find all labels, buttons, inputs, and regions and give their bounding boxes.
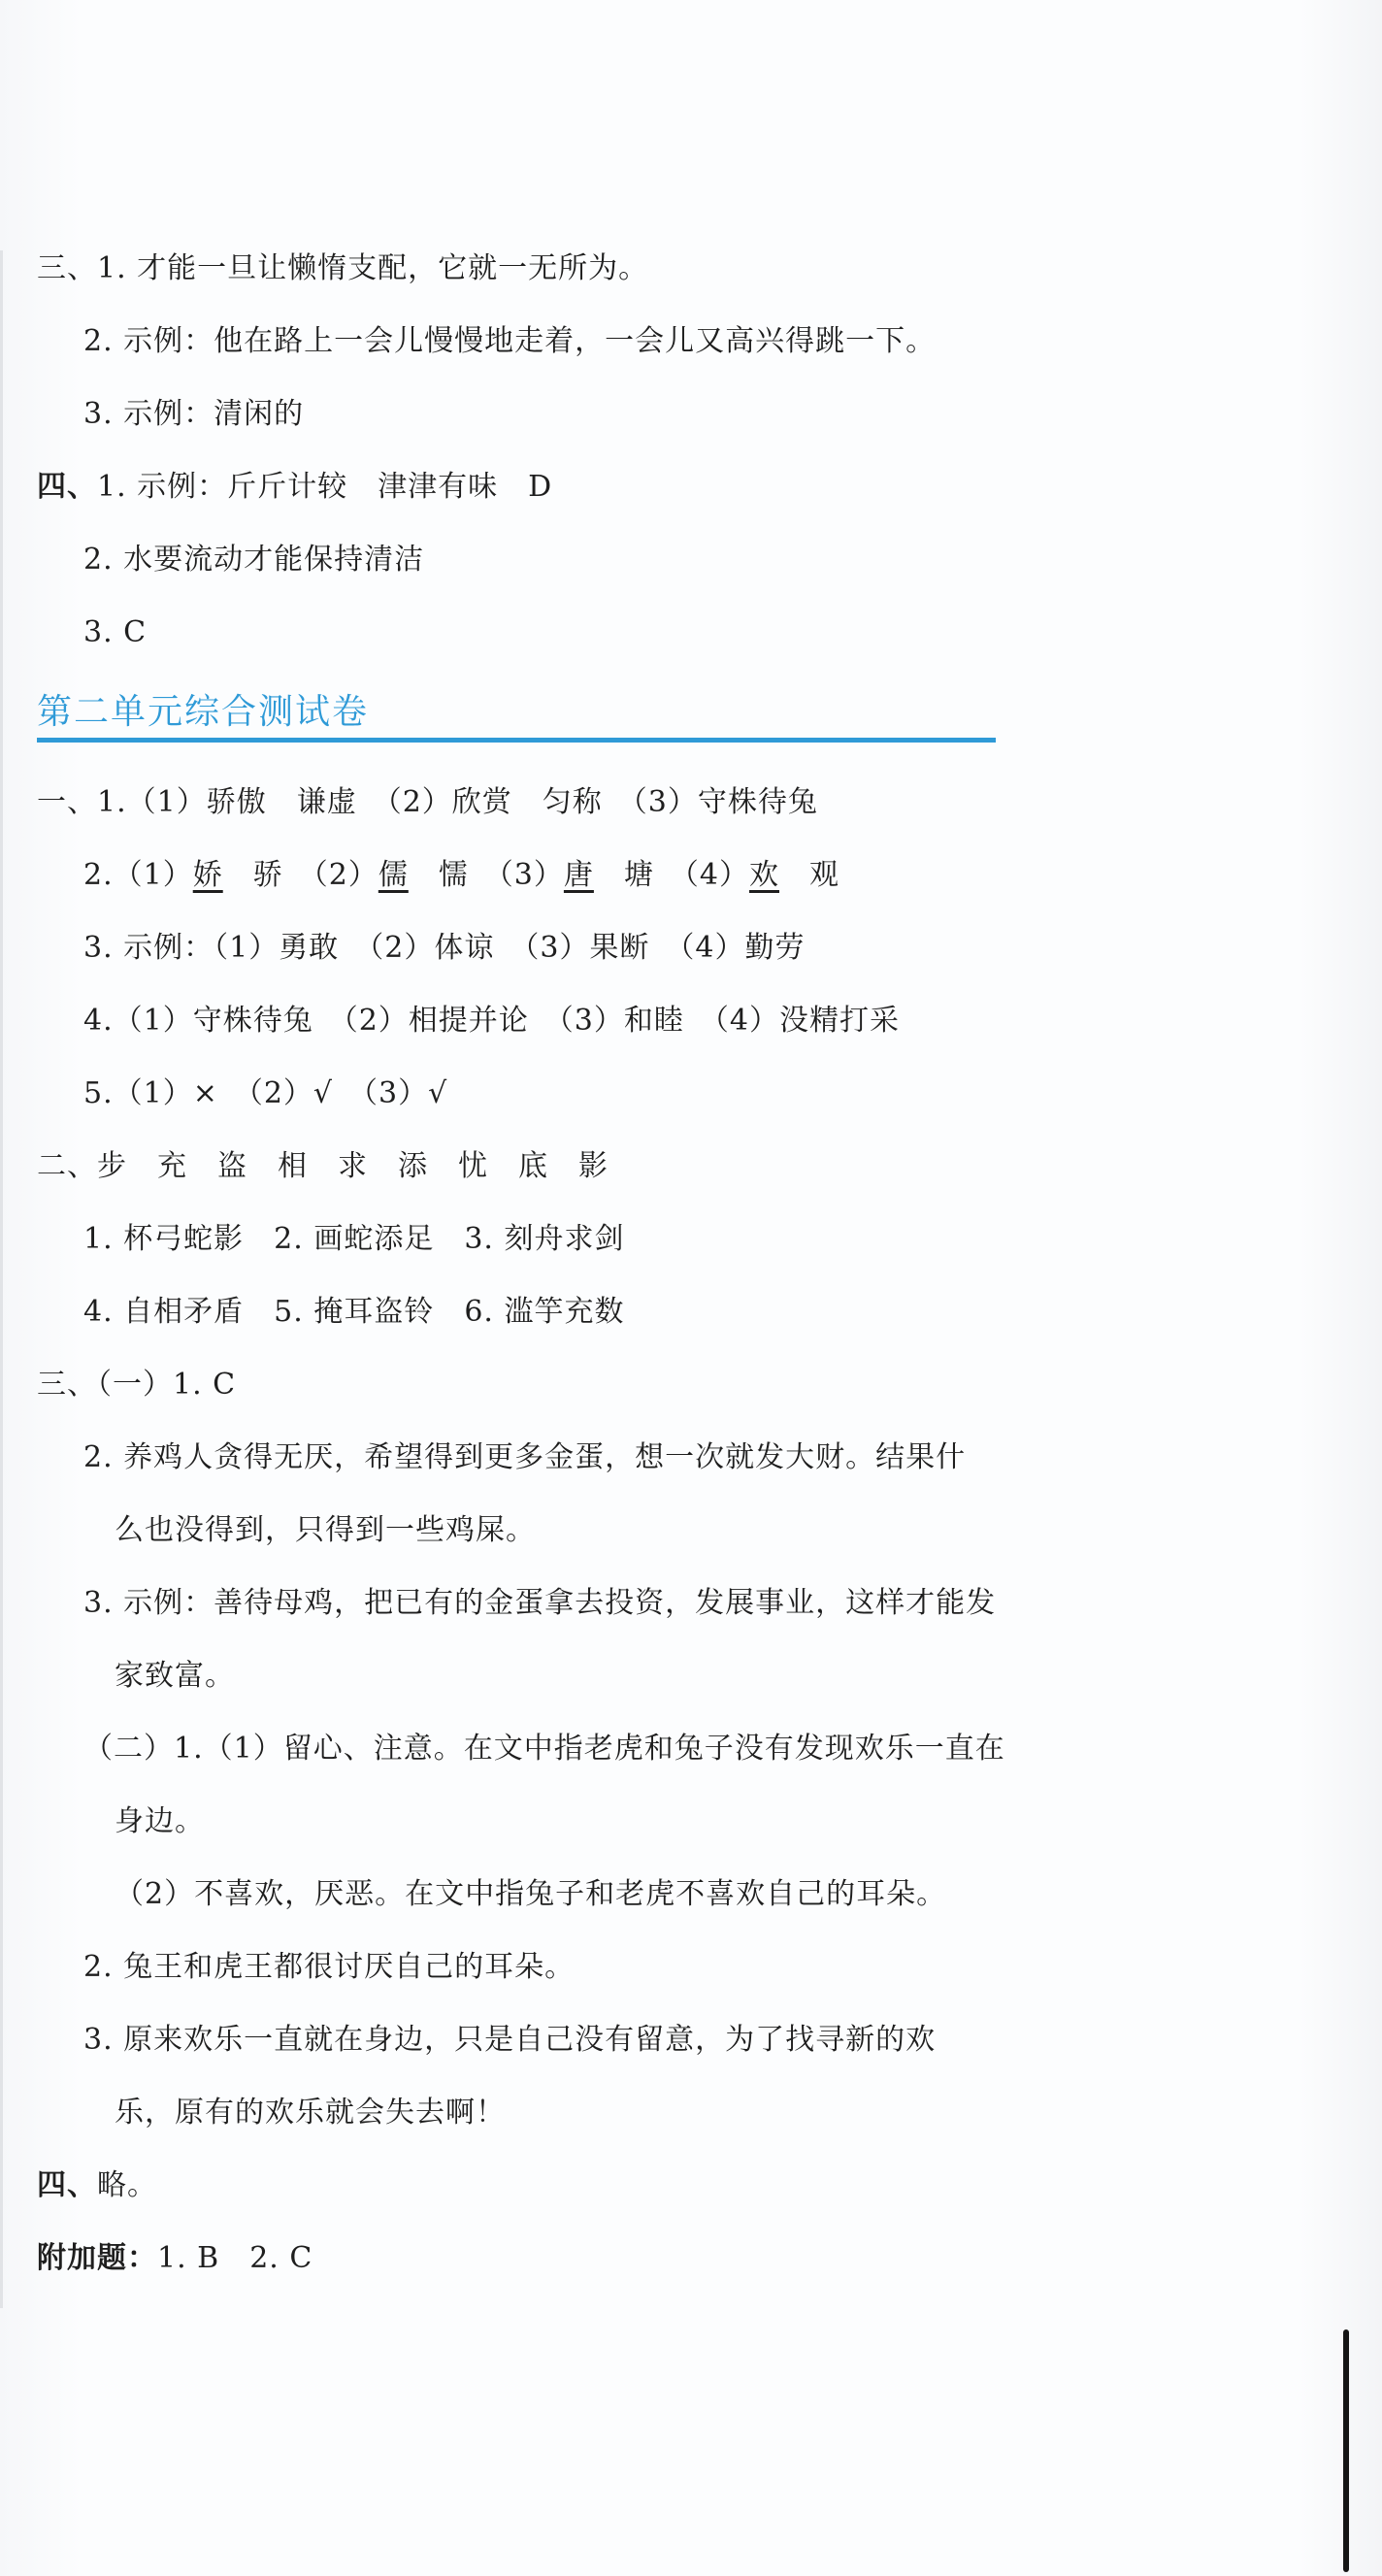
extra-question-label: 附加题：	[37, 2241, 157, 2275]
part1-q1: 一、1.（1）骄傲 谦虚 （2）欣赏 匀称 （3）守株待兔	[37, 785, 818, 819]
section4-q1-text: 1. 示例：斤斤计较 津津有味 D	[97, 470, 553, 504]
part3-sub2-line3: （2）不喜欢，厌恶。在文中指兔子和老虎不喜欢自己的耳朵。	[115, 1877, 947, 1911]
part3-q2-line2: 么也没得到，只得到一些鸡屎。	[115, 1513, 536, 1547]
part3-q3-line1: 3. 示例：善待母鸡，把已有的金蛋拿去投资，发展事业，这样才能发	[83, 1586, 997, 1620]
part2-q0: 二、步 充 盗 相 求 添 忧 底 影	[37, 1149, 609, 1183]
part1-q2-underlined-3: 唐	[563, 858, 594, 892]
unit-title-underline	[37, 738, 996, 743]
extra-question-line	[37, 2240, 313, 2277]
part2-q2: 4. 自相矛盾 5. 掩耳盗铃 6. 滥竽充数	[83, 1295, 625, 1329]
part1-q2-text-2: 懦 （3）	[408, 858, 564, 892]
section4-label: 四、	[37, 470, 97, 504]
section4-q3: 3. C	[83, 615, 148, 649]
part1-q2-underlined-1: 娇	[192, 858, 223, 892]
extra-question-text: 1. B 2. C	[157, 2241, 313, 2275]
section3-q3: 3. 示例：清闲的	[83, 397, 305, 431]
part3-q0: 三、（一）1. C	[37, 1368, 237, 1402]
part4-text: 略。	[97, 2168, 157, 2202]
part1-q2-underlined-4: 欢	[749, 858, 779, 892]
part3-q3-line2: 家致富。	[115, 1659, 235, 1693]
part3-sub2-line6: 乐，原有的欢乐就会失去啊！	[115, 2096, 506, 2130]
part2-q1: 1. 杯弓蛇影 2. 画蛇添足 3. 刻舟求剑	[83, 1222, 625, 1256]
section3-q1: 三、1. 才能一旦让懒惰支配，它就一无所为。	[37, 251, 649, 285]
part1-q2-text-3: 塘 （4）	[593, 858, 749, 892]
part1-q4: 4.（1）守株待兔 （2）相提并论 （3）和睦 （4）没精打采	[83, 1004, 900, 1038]
part3-sub2-line5: 3. 原来欢乐一直就在身边，只是自己没有留意，为了找寻新的欢	[83, 2023, 937, 2057]
section4-q2: 2. 水要流动才能保持清洁	[83, 543, 425, 577]
part3-sub2-line1: （二）1.（1）留心、注意。在文中指老虎和兔子没有发现欢乐一直在	[83, 1732, 1005, 1766]
part1-q2-prefix: 2.（1）	[83, 858, 193, 892]
unit-title: 第二单元综合测试卷	[37, 692, 370, 732]
part1-q2-text-4: 观	[779, 858, 839, 892]
page-left-edge	[0, 250, 3, 2308]
part4-line	[37, 2167, 157, 2204]
scan-binding-edge	[1343, 2329, 1349, 2572]
part1-q2	[83, 857, 839, 894]
part1-q3: 3. 示例：（1）勇敢 （2）体谅 （3）果断 （4）勤劳	[83, 931, 806, 965]
part3-sub2-line2: 身边。	[115, 1804, 205, 1838]
section3-q2: 2. 示例：他在路上一会儿慢慢地走着，一会儿又高兴得跳一下。	[83, 324, 937, 358]
part3-sub2-line4: 2. 兔王和虎王都很讨厌自己的耳朵。	[83, 1950, 576, 1984]
part4-label: 四、	[37, 2168, 97, 2202]
part1-q5: 5.（1）× （2）√ （3）√	[83, 1076, 448, 1110]
part1-q2-underlined-2: 儒	[378, 858, 409, 892]
part1-q2-text-1: 骄 （2）	[222, 858, 378, 892]
part3-q2-line1: 2. 养鸡人贪得无厌，希望得到更多金蛋，想一次就发大财。结果什	[83, 1440, 967, 1474]
section4-q1	[37, 469, 552, 506]
